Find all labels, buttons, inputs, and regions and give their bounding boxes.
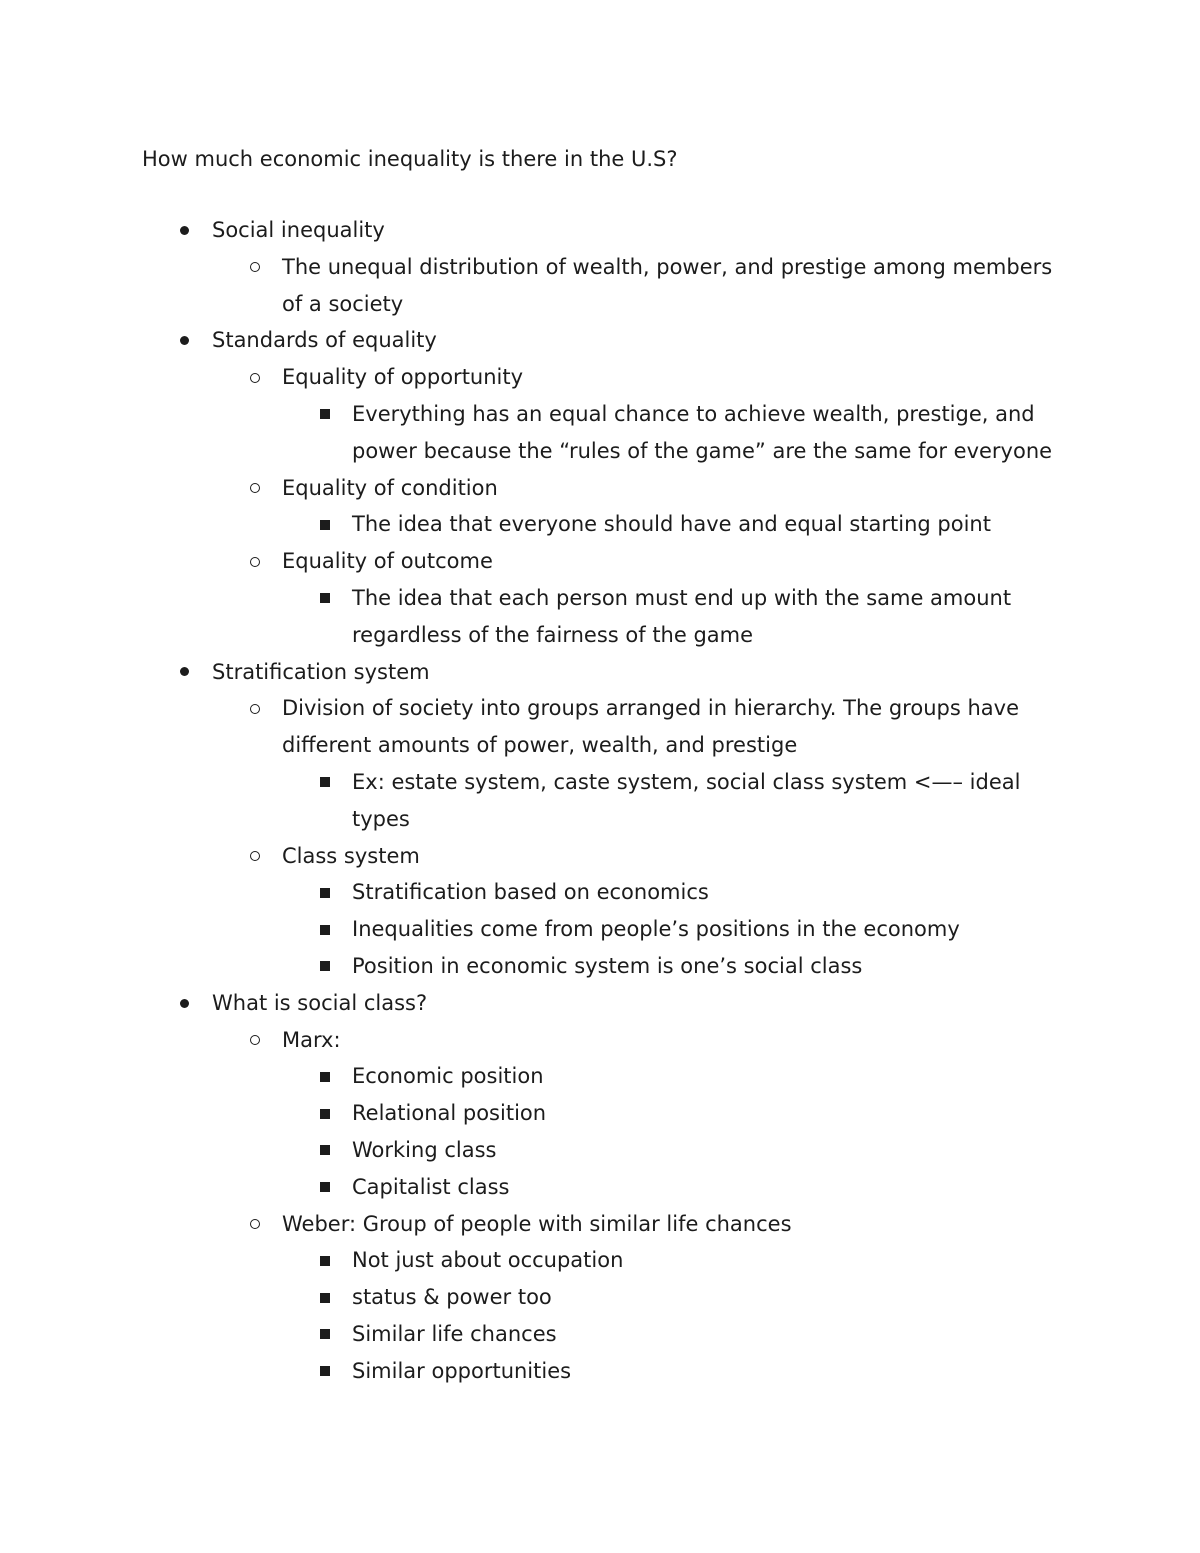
list-item-level-3 [0,580,1062,654]
list-item-level-2 [0,359,1072,396]
bullet-circle-icon [245,1022,265,1059]
list-item-level-1 [0,322,1052,359]
list-item-text: Everything has an equal chance to achieve wealth, prestige, and power because the “rules of the game” are the same for everyone [352,401,1053,463]
list-item-text: The unequal distribution of wealth, power, and prestige among members of a society [282,254,1053,316]
list-item-level-3 [0,1132,1062,1169]
list-item-text: Ex: estate system, caste system, social class system <—– ideal types [352,769,1021,831]
list-item-level-3 [0,874,1062,911]
list-item-text: Working class [352,1137,497,1162]
bullet-square-icon [315,874,335,911]
list-item-level-2 [0,1022,1072,1059]
list-item-text: Social inequality [212,218,385,242]
bullet-square-icon [315,911,335,948]
bullet-dot-icon [174,985,194,1022]
list-item-level-3 [0,1316,1062,1353]
bullet-square-icon [315,948,335,985]
list-item-text: Similar opportunities [352,1358,572,1383]
bullet-square-icon [315,1095,335,1132]
notes-outline [0,212,1200,1390]
bullet-circle-icon [245,690,265,727]
bullet-square-icon [315,1169,335,1206]
list-item-level-2 [0,470,1072,507]
list-item-level-1 [0,654,1052,691]
list-item-text: Position in economic system is one’s social class [352,953,863,978]
bullet-dot-icon [174,212,194,249]
list-item-text: Stratification based on economics [352,880,709,905]
bullet-square-icon [315,1316,335,1353]
list-item-text: Division of society into groups arranged in hierarchy. The groups have different amounts of power, wealth, and prestige [282,696,1019,758]
list-item-level-2 [0,838,1072,875]
list-item-level-2 [0,690,1072,764]
bullet-square-icon [315,506,335,543]
list-item-text: The idea that each person must end up with the same amount regardless of the fairness of the game [352,585,1012,647]
list-item-level-1 [0,985,1052,1022]
bullet-circle-icon [245,249,265,286]
list-item-level-3 [0,1169,1062,1206]
bullet-circle-icon [245,470,265,507]
list-item-level-3 [0,1095,1062,1132]
list-item-level-3 [0,506,1062,543]
list-item-text: Standards of equality [212,328,437,353]
bullet-square-icon [315,1058,335,1095]
list-item-level-3 [0,764,1062,838]
list-item-text: Inequalities come from people’s positions in the economy [352,917,960,942]
list-item-text: Class system [282,843,420,868]
list-item-level-2 [0,543,1072,580]
list-item-text: Weber: Group of people with similar life chances [282,1211,792,1236]
list-item-text: Similar life chances [352,1321,557,1346]
bullet-square-icon [315,1242,335,1279]
list-item-level-2 [0,249,1072,323]
list-item-text: Not just about occupation [352,1248,624,1273]
list-item-text: Capitalist class [352,1174,510,1199]
bullet-dot-icon [174,322,194,359]
bullet-dot-icon [174,654,194,691]
list-item-level-3 [0,396,1062,470]
list-item-text: Stratification system [212,659,430,684]
list-item-text: Relational position [352,1101,547,1126]
list-item-level-3 [0,1353,1062,1390]
list-item-text: The idea that everyone should have and equal starting point [352,512,991,537]
bullet-square-icon [315,1132,335,1169]
bullet-square-icon [315,764,335,801]
list-item-text: Economic position [352,1064,544,1089]
bullet-square-icon [315,1353,335,1390]
list-item-text: Marx: [282,1027,341,1052]
list-item-level-3 [0,1242,1062,1279]
list-item-level-2 [0,1206,1072,1243]
list-item-text: What is social class? [212,990,428,1015]
list-item-level-3 [0,911,1062,948]
list-item-level-3 [0,948,1062,985]
bullet-square-icon [315,1279,335,1316]
list-item-text: Equality of outcome [282,549,493,574]
bullet-square-icon [315,396,335,433]
bullet-circle-icon [245,838,265,875]
list-item-level-1 [0,212,1052,249]
list-item-level-3 [0,1279,1062,1316]
document-title: How much economic inequality is there in the U.S? [142,147,678,171]
list-item-level-3 [0,1058,1062,1095]
bullet-square-icon [315,580,335,617]
list-item-text: status & power too [352,1285,552,1310]
bullet-circle-icon [245,1206,265,1243]
bullet-circle-icon [245,543,265,580]
list-item-text: Equality of opportunity [282,365,524,390]
bullet-circle-icon [245,359,265,396]
list-item-text: Equality of condition [282,475,498,500]
